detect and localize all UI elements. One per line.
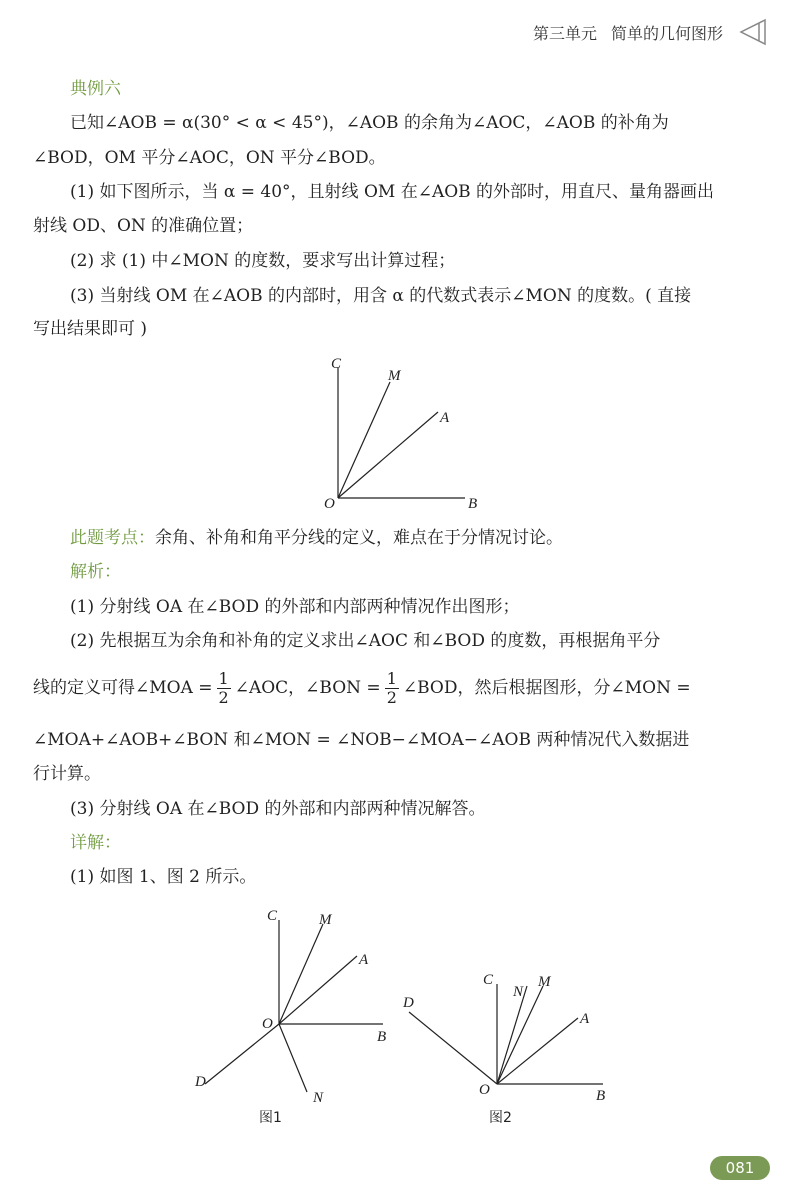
figure-1-label-n: N — [313, 1090, 324, 1106]
question-1-line-1: (1) 如下图所示，当 α = 40°，且射线 OM 在∠AOB 的外部时，用直尺、量角器画出 — [70, 182, 715, 202]
fraction-half — [385, 670, 399, 707]
question-3-line-1: (3) 当射线 OM 在∠AOB 的内部时，用含 α 的代数式表示∠MON 的度数。( 直接 — [70, 286, 692, 306]
analysis-step-2-line-1: (2) 先根据互为余角和补角的定义求出∠AOC 和∠BOD 的度数，再根据角平分 — [70, 631, 661, 651]
fraction-denominator: 2 — [386, 688, 397, 707]
figure-main-label-o: O — [324, 496, 335, 512]
fraction-denominator: 2 — [218, 688, 229, 707]
figure-2-label-c: C — [483, 972, 494, 988]
figure-2-label-o: O — [479, 1082, 490, 1098]
analysis-step-3: (3) 分射线 OA 在∠BOD 的外部和内部两种情况解答。 — [70, 799, 486, 819]
figure-1-label-a: A — [359, 952, 369, 968]
figure-2-label-d: D — [403, 995, 414, 1011]
figure-1 — [185, 900, 410, 1130]
speaker-triangle-icon — [737, 17, 767, 47]
key-point-text: 余角、补角和角平分线的定义，难点在于分情况讨论。 — [155, 528, 563, 548]
page-header — [533, 14, 767, 50]
key-point — [0, 523, 797, 553]
figure-main — [320, 350, 490, 515]
figure-2-label-a: A — [580, 1011, 590, 1027]
figure-1-label-c: C — [267, 908, 278, 924]
text-segment: 线的定义可得∠MOA = — [33, 678, 213, 698]
example-heading: 典例六 — [70, 79, 121, 99]
text-segment: ∠BOD，然后根据图形，分∠MON = — [402, 678, 691, 698]
figure-1-label-d: D — [195, 1074, 206, 1090]
fraction-numerator: 1 — [386, 669, 397, 688]
unit-label: 第三单元 — [532, 23, 597, 43]
text-segment: ∠AOC，∠BON = — [234, 678, 381, 698]
detail-heading: 详解： — [70, 833, 121, 853]
figure-1-caption: 图1 — [259, 1110, 282, 1126]
figure-2 — [395, 960, 625, 1130]
fraction-half — [217, 670, 231, 707]
figure-2-label-m: M — [538, 974, 551, 990]
figure-1-label-o: O — [262, 1016, 273, 1032]
key-point-label: 此题考点： — [70, 528, 155, 548]
problem-line-2: ∠BOD，OM 平分∠AOC，ON 平分∠BOD。 — [33, 148, 386, 168]
analysis-heading: 解析： — [70, 562, 121, 582]
question-3-line-2: 写出结果即可 ) — [33, 319, 148, 339]
chapter-title: 简单的几何图形 — [610, 23, 723, 43]
figure-main-label-m: M — [388, 368, 401, 384]
figure-main-label-b: B — [468, 496, 478, 512]
figure-2-caption: 图2 — [489, 1110, 512, 1126]
analysis-step-1: (1) 分射线 OA 在∠BOD 的外部和内部两种情况作出图形； — [70, 597, 520, 617]
analysis-step-2-line-3: ∠MOA+∠AOB+∠BON 和∠MON = ∠NOB−∠MOA−∠AOB 两种情况代入数据进 — [33, 730, 690, 750]
figure-1-label-m: M — [319, 912, 332, 928]
detail-step-1: (1) 如图 1、图 2 所示。 — [70, 867, 257, 887]
figure-2-label-n: N — [513, 984, 524, 1000]
figure-1-label-b: B — [377, 1029, 387, 1045]
analysis-step-2-line-2 — [0, 668, 797, 708]
figure-main-label-a: A — [440, 410, 450, 426]
fraction-numerator: 1 — [218, 669, 229, 688]
question-1-line-2: 射线 OD、ON 的准确位置； — [33, 216, 254, 236]
page-number-badge: 081 — [710, 1156, 770, 1180]
figure-main-label-c: C — [331, 356, 342, 372]
analysis-step-2-line-4: 行计算。 — [33, 764, 101, 784]
figure-2-label-b: B — [596, 1088, 606, 1104]
question-2: (2) 求 (1) 中∠MON 的度数，要求写出计算过程； — [70, 251, 456, 271]
problem-line-1: 已知∠AOB = α(30° < α < 45°)，∠AOB 的余角为∠AOC，∠AOB 的补角为 — [70, 113, 669, 133]
